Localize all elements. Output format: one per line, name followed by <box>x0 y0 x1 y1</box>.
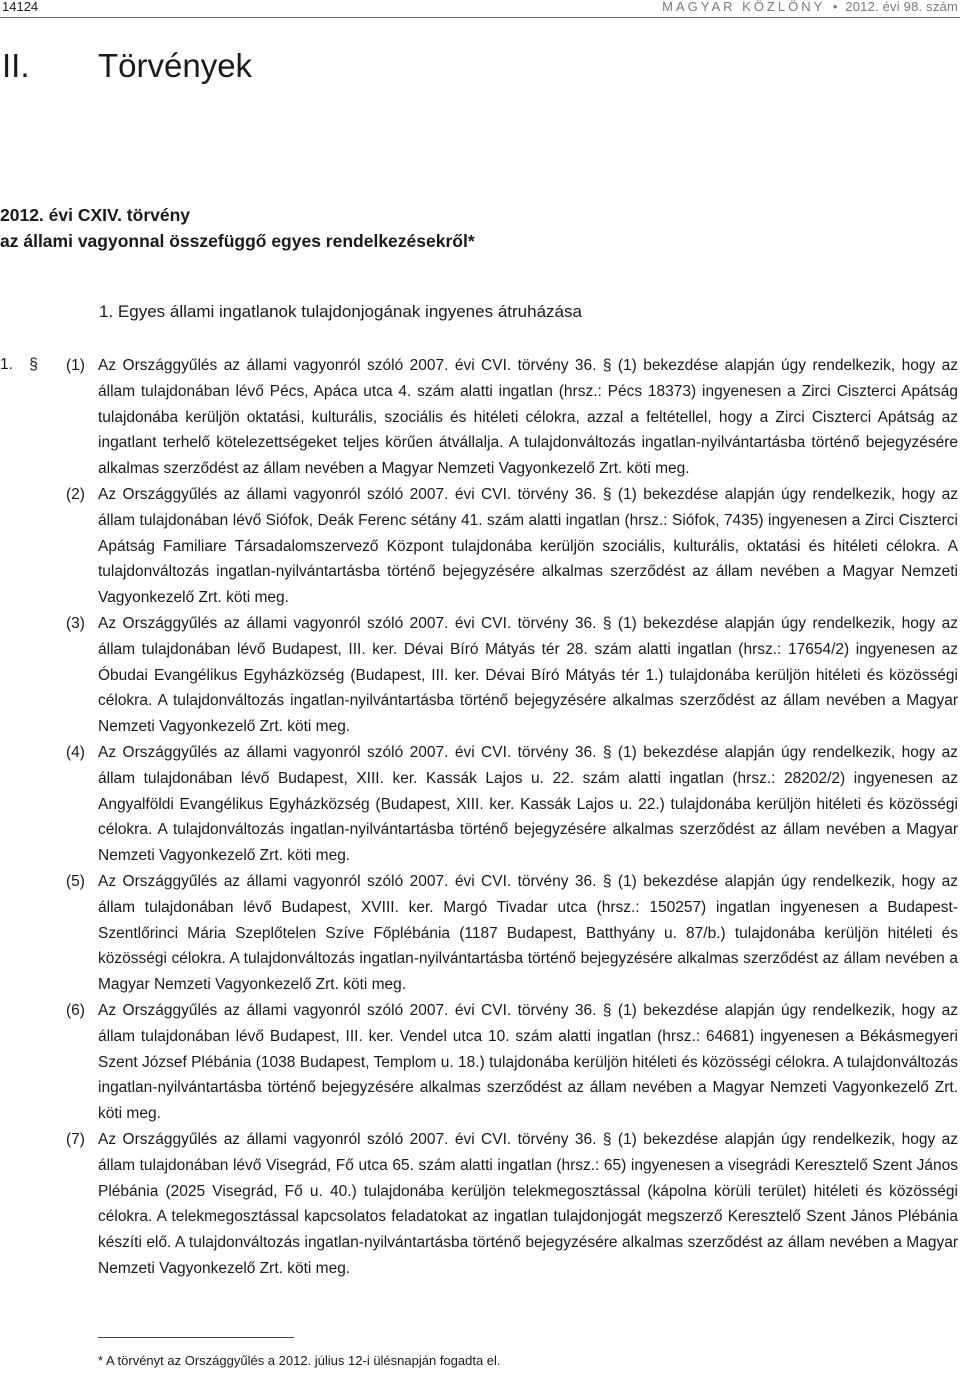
footnote-rule <box>98 1337 294 1338</box>
paragraph-number: (3) <box>66 615 85 632</box>
paragraph-2 <box>0 482 958 611</box>
paragraph-5 <box>0 869 958 998</box>
paragraph-3 <box>0 611 958 740</box>
law-title <box>0 202 475 254</box>
header-rule <box>0 17 960 18</box>
journal-name: MAGYAR KÖZLÖNY <box>662 0 826 14</box>
paragraph-text: Az Országgyűlés az állami vagyonról szóló 2007. évi CVI. törvény 36. § (1) bekezdése alapján úgy rendelkezik, hogy az állam tulajdonában lévő Budapest, XIII. ker. Kassák Lajos u. 22. szám alatti ingatlan (hrsz.: 28202/2) ingyenesen az Angyalföldi Evangélikus Egyházközség (Budapest, XIII. ker. Kassák Lajos u. 22.) tulajdonába kerüljön hitéleti és közösségi célokra. A tulajdonváltozás ingatlan-nyilvántartásba történő bejegyzésére alkalmas szerződést az állam nevében a Magyar Nemzeti Vagyonkezelő Zrt. köti meg. <box>98 744 958 865</box>
chapter-title: Törvények <box>98 47 253 84</box>
paragraph-text: Az Országgyűlés az állami vagyonról szóló 2007. évi CVI. törvény 36. § (1) bekezdése alapján úgy rendelkezik, hogy az állam tulajdonában lévő Budapest, III. ker. Vendel utca 10. szám alatti ingatlan (hrsz.: 64681) ingyenesen a Békásmegyeri Szent József Plébánia (1038 Budapest, Templom u. 18.) tulajdonába kerüljön hitéleti és közösségi célokra. A tulajdonváltozás ingatlan-nyilvántartásba történő bejegyzésére alkalmas szerződést az állam nevében a Magyar Nemzeti Vagyonkezelő Zrt. köti meg. <box>98 1002 958 1123</box>
paragraph-4 <box>0 740 958 869</box>
paragraph-text: Az Országgyűlés az állami vagyonról szóló 2007. évi CVI. törvény 36. § (1) bekezdése alapján úgy rendelkezik, hogy az állam tulajdonában lévő Visegrád, Fő utca 65. szám alatti ingatlan (hrsz.: 65) ingyenesen a visegrádi Keresztelő Szent János Plébánia (2025 Visegrád, Fő u. 40.) tulajdonába kerüljön telekmegosztással (kápolna körüli terület) hitéleti és közösségi célokra. A telekmegosztással kapcsolatos feladatokat az ingatlan tulajdonjogát megszerző Keresztelő Szent János Plébánia készíti elő. A tulajdonváltozás ingatlan-nyilvántartásba történő bejegyzésére alkalmas szerződést az állam nevében a Magyar Nemzeti Vagyonkezelő Zrt. köti meg. <box>98 1131 958 1277</box>
bullet-separator: • <box>829 0 842 14</box>
paragraph-number: (1) <box>66 357 85 374</box>
paragraph-text: Az Országgyűlés az állami vagyonról szóló 2007. évi CVI. törvény 36. § (1) bekezdése alapján úgy rendelkezik, hogy az állam tulajdonában lévő Budapest, XVIII. ker. Margó Tivadar utca (hrsz.: 150257) ingatlan ingyenesen a Budapest-Szentlőrinci Mária Szeplőtelen Szíve Főplébánia (1187 Budapest, Batthyány u. 87/b.) tulajdonába kerüljön hitéleti és közösségi célokra. A tulajdonváltozás ingatlan-nyilvántartásba történő bejegyzésére alkalmas szerződést az állam nevében a Magyar Nemzeti Vagyonkezelő Zrt. köti meg. <box>98 873 958 994</box>
paragraph-number: (7) <box>66 1131 85 1148</box>
section-number: 1. <box>0 356 13 373</box>
law-title-line2: az állami vagyonnal összefüggő egyes rendelkezésekről* <box>0 231 475 251</box>
paragraph-number: (6) <box>66 1002 85 1019</box>
paragraph-number: (2) <box>66 486 85 503</box>
paragraph-text: Az Országgyűlés az állami vagyonról szóló 2007. évi CVI. törvény 36. § (1) bekezdése alapján úgy rendelkezik, hogy az állam tulajdonában lévő Budapest, III. ker. Dévai Bíró Mátyás tér 28. szám alatti ingatlan (hrsz.: 17654/2) ingyenesen az Óbudai Evangélikus Egyházközség (Budapest, III. ker. Dévai Bíró Mátyás tér 1.) tulajdonába kerüljön hitéleti és közösségi célokra. A tulajdonváltozás ingatlan-nyilvántartásba történő bejegyzésére alkalmas szerződést az állam nevében a Magyar Nemzeti Vagyonkezelő Zrt. köti meg. <box>98 615 958 736</box>
paragraph-text: Az Országgyűlés az állami vagyonról szóló 2007. évi CVI. törvény 36. § (1) bekezdése alapján úgy rendelkezik, hogy az állam tulajdonában lévő Siófok, Deák Ferenc sétány 41. szám alatti ingatlan (hrsz.: Siófok, 7435) ingyenesen a Zirci Ciszterci Apátság Familiare Társadalomszervező Központ tulajdonába kerüljön szociális, kulturális, oktatási és hitéleti célokra. A tulajdonváltozás ingatlan-nyilvántartásba történő bejegyzésére alkalmas szerződést az állam nevében a Magyar Nemzeti Vagyonkezelő Zrt. köti meg. <box>98 486 958 607</box>
paragraph-number: (4) <box>66 744 85 761</box>
journal-header <box>662 0 958 14</box>
page-number: 14124 <box>2 0 39 14</box>
section-title: 1. Egyes állami ingatlanok tulajdonjogának ingyenes átruházása <box>99 302 582 321</box>
section-symbol: § <box>29 356 38 373</box>
paragraph-7 <box>0 1127 958 1282</box>
paragraph-number: (5) <box>66 873 85 890</box>
paragraph-1 <box>0 353 958 482</box>
chapter-number: II. <box>2 47 30 84</box>
paragraph-6 <box>0 998 958 1127</box>
page-header <box>0 0 960 18</box>
law-title-line1: 2012. évi CXIV. törvény <box>0 205 191 225</box>
issue-number: 2012. évi 98. szám <box>845 0 958 14</box>
footnote: * A törvényt az Országgyűlés a 2012. július 12-i ülésnapján fogadta el. <box>98 1353 501 1368</box>
paragraph-text: Az Országgyűlés az állami vagyonról szóló 2007. évi CVI. törvény 36. § (1) bekezdése alapján úgy rendelkezik, hogy az állam tulajdonában lévő Pécs, Apáca utca 4. szám alatti ingatlan (hrsz.: Pécs 18373) ingyenesen a Zirci Ciszterci Apátság tulajdonába kerüljön oktatási, kulturális, szociális és hitéleti célokra, azzal a feltétellel, hogy a Zirci Ciszterci Apátság az ingatlant terhelő kötelezettségeket teljes körűen átvállalja. A tulajdonváltozás ingatlan-nyilvántartásba történő bejegyzésére alkalmas szerződést az állam nevében a Magyar Nemzeti Vagyonkezelő Zrt. köti meg. <box>98 357 958 478</box>
